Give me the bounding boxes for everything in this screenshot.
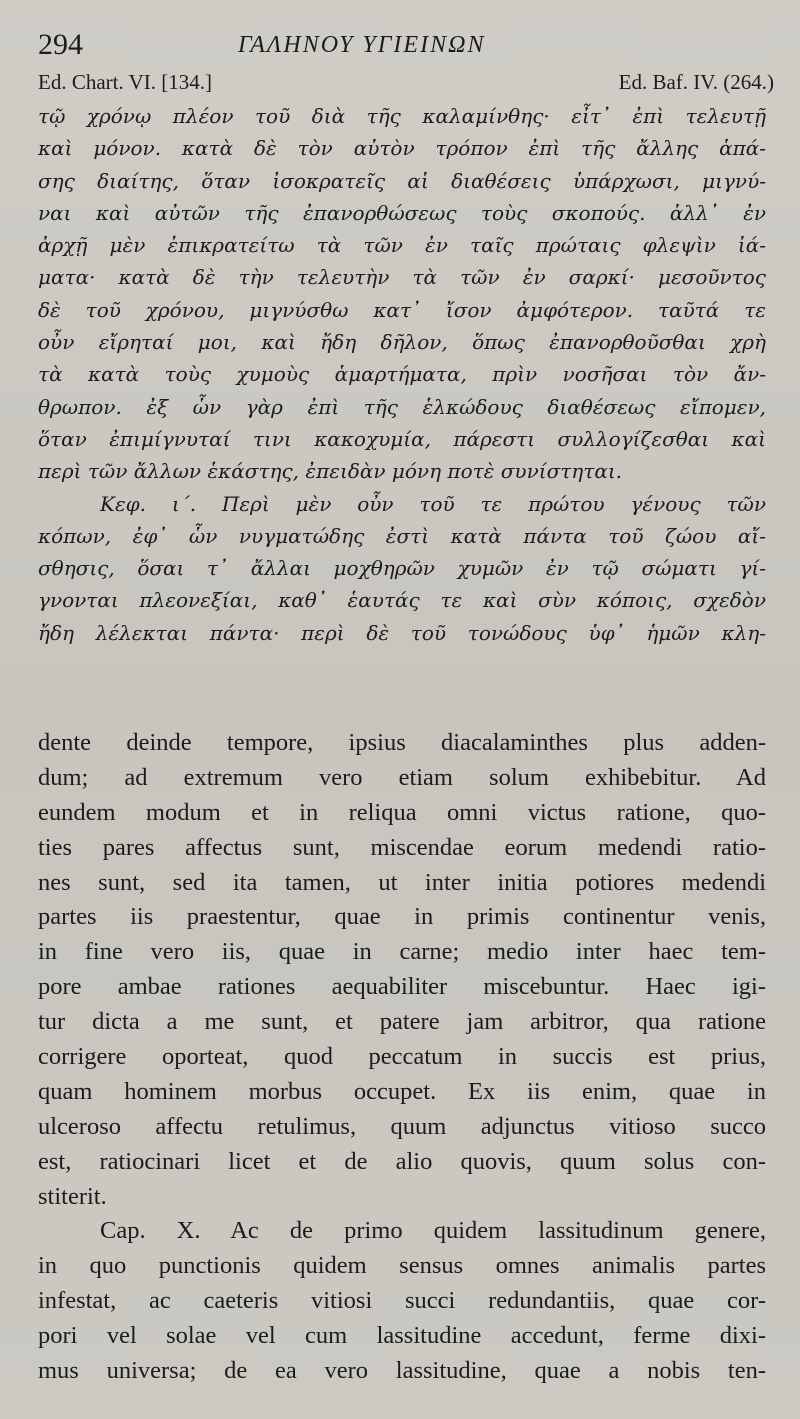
- running-title: ΓΑΛΗΝΟΥ ΥΓΙΕΙΝΩΝ: [238, 32, 486, 58]
- latin-line: partes iis praestentur, quae in primis continentur venis,: [38, 903, 766, 931]
- greek-line: σης διαίτης, ὅταν ἰσοκρατεῖς αἱ διαθέσεις ὑπάρχωσι, μιγνύ-: [38, 168, 766, 193]
- latin-line: eundem modum et in reliqua omni victus ratione, quo-: [38, 798, 766, 826]
- greek-line: ἀρχῇ μὲν ἐπικρατείτω τὰ τῶν ἐν ταῖς πρώταις φλεψὶν ἰά-: [38, 233, 766, 258]
- greek-line: ναι καὶ αὐτῶν τῆς ἐπανορθώσεως τοὺς σκοπούς. ἀλλ᾿ ἐν: [38, 200, 766, 225]
- latin-line: est, ratiocinari licet et de alio quovis, quum solus con-: [38, 1147, 766, 1175]
- greek-chapter-heading-line: Κεφ. ι΄. Περὶ μὲν οὖν τοῦ τε πρώτου γένους τῶν: [100, 491, 766, 516]
- latin-line: ties pares affectus sunt, miscendae eorum medendi ratio-: [38, 833, 766, 861]
- greek-line: δὲ τοῦ χρόνου, μιγνύσθω κατ᾿ ἴσον ἀμφότερον. ταῦτά τε: [38, 297, 766, 322]
- page-number: 294: [38, 28, 83, 61]
- latin-line: pori vel solae vel cum lassitudine accedunt, ferme dixi-: [38, 1322, 766, 1350]
- greek-line: τῷ χρόνῳ πλέον τοῦ διὰ τῆς καλαμίνθης· εἶτ᾿ ἐπὶ τελευτῇ: [38, 104, 766, 128]
- latin-line: infestat, ac caeteris vitiosi succi redundantiis, quae cor-: [38, 1287, 766, 1315]
- greek-line: ὅταν ἐπιμίγνυταί τινι κακοχυμία, πάρεστι συλλογίζεσθαι καὶ: [38, 426, 766, 451]
- greek-line: τὰ κατὰ τοὺς χυμοὺς ἁμαρτήματα, πρὶν νοσῆσαι τὸν ἄν-: [38, 362, 766, 387]
- running-head: [38, 28, 776, 62]
- greek-line: καὶ μόνον. κατὰ δὲ τὸν αὐτὸν τρόπον ἐπὶ τῆς ἄλλης ἁπά-: [38, 136, 766, 161]
- latin-line: dente deinde tempore, ipsius diacalaminthes plus adden-: [38, 729, 766, 756]
- greek-line: ἤδη λέλεκται πάντα· περὶ δὲ τοῦ τονώδους ὑφ᾿ ἡμῶν κλη-: [38, 620, 766, 645]
- greek-line: θρωπον. ἐξ ὧν γὰρ ἐπὶ τῆς ἑλκώδους διαθέσεως εἴπομεν,: [38, 394, 766, 419]
- greek-line: γνονται πλεονεξίαι, καθ᾿ ἑαυτάς τε καὶ σὺν κόποις, σχεδὸν: [38, 588, 766, 613]
- greek-line: ματα· κατὰ δὲ τὴν τελευτὴν τὰ τῶν ἐν σαρκί· μεσοῦντος: [38, 265, 766, 290]
- latin-line: stiterit.: [38, 1182, 107, 1210]
- latin-line: nes sunt, sed ita tamen, ut inter initia potiores medendi: [38, 868, 766, 896]
- latin-line: quam hominem morbus occupet. Ex iis enim, quae in: [38, 1077, 766, 1105]
- edition-reference: [38, 70, 774, 100]
- greek-line: σθησις, ὅσαι τ᾿ ἄλλαι μοχθηρῶν χυμῶν ἐν τῷ σώματι γί-: [38, 556, 766, 581]
- latin-line: pore ambae rationes aequabiliter miscebuntur. Haec igi-: [38, 973, 766, 1001]
- edition-basel: Ed. Baf. IV. (264.): [618, 70, 774, 94]
- greek-text: [38, 100, 766, 649]
- latin-line: in quo punctionis quidem sensus omnes animalis partes: [38, 1252, 766, 1280]
- latin-line: tur dicta a me sunt, et patere jam arbitror, qua ratione: [38, 1008, 766, 1036]
- greek-line: περὶ τῶν ἄλλων ἑκάστης, ἐπειδὰν μόνη ποτὲ συνίστηται.: [38, 459, 623, 484]
- latin-text: [38, 726, 766, 1389]
- latin-chapter-heading-line: Cap. X. Ac de primo quidem lassitudinum genere,: [100, 1217, 766, 1245]
- greek-line: οὖν εἴρηταί μοι, καὶ ἤδη δῆλον, ὅπως ἐπανορθοῦσθαι χρὴ: [38, 330, 766, 355]
- greek-line: κόπων, ἐφ᾿ ὧν νυγματώδης ἐστὶ κατὰ πάντα τοῦ ζώου αἴ-: [38, 523, 766, 548]
- latin-line: dum; ad extremum vero etiam solum exhibebitur. Ad: [38, 763, 766, 791]
- latin-line: mus universa; de ea vero lassitudine, quae a nobis ten-: [38, 1357, 766, 1385]
- edition-chartier: Ed. Chart. VI. [134.]: [38, 70, 212, 94]
- latin-line: corrigere oporteat, quod peccatum in succis est prius,: [38, 1043, 766, 1071]
- latin-line: in fine vero iis, quae in carne; medio inter haec tem-: [38, 938, 766, 966]
- latin-line: ulceroso affectu retulimus, quum adjunctus vitioso succo: [38, 1112, 766, 1140]
